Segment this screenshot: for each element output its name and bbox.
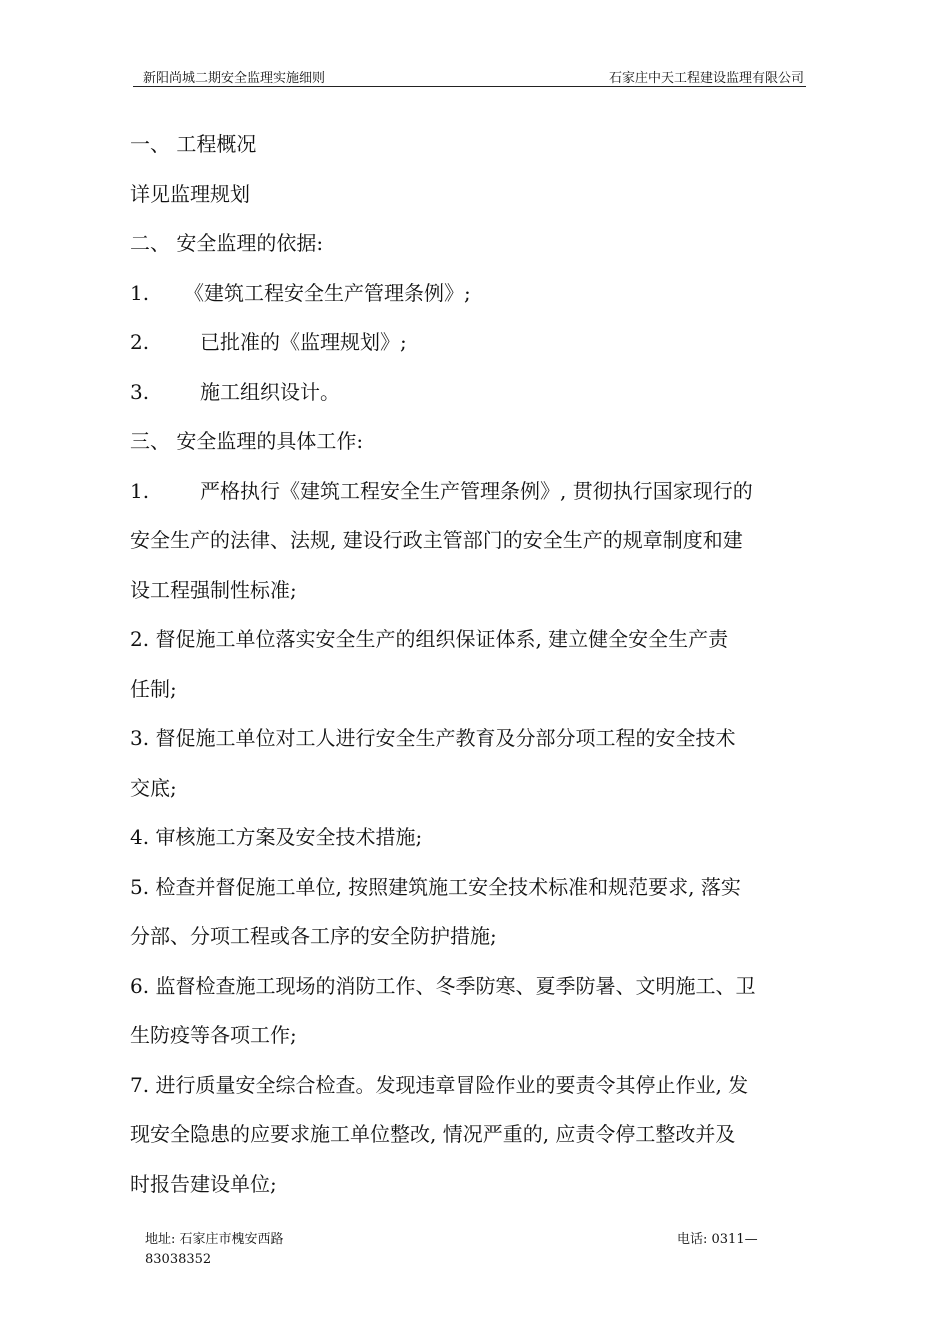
section-1-text: 详见监理规划 [130, 181, 250, 206]
work-item-7: 7. 进行质量安全综合检查。发现违章冒险作业的要责令其停止作业, 发 [130, 1072, 749, 1097]
work-item-5-cont: 分部、分项工程或各工序的安全防护措施; [130, 924, 497, 948]
work-item-2-cont: 任制; [130, 676, 177, 701]
work-item-text: 严格执行《建筑工程安全生产管理条例》, 贯彻执行国家现行的 [200, 478, 753, 503]
footer-address: 地址: 石家庄市槐安西路 [145, 1232, 284, 1247]
work-item-7-cont: 现安全隐患的应要求施工单位整改, 情况严重的, 应责令停工整改并及 [130, 1122, 736, 1146]
work-item-6: 6. 监督检查施工现场的消防工作、冬季防寒、夏季防暑、文明施工、卫 [130, 973, 756, 998]
basis-item-text: 施工组织设计。 [200, 379, 340, 404]
header-document-title: 新阳尚城二期安全监理实施细则 [143, 71, 326, 86]
work-item-4: 4. 审核施工方案及安全技术措施; [130, 825, 423, 849]
basis-item [130, 318, 810, 368]
work-item-3: 3. 督促施工单位对工人进行安全生产教育及分部分项工程的安全技术 [130, 726, 736, 750]
section-2-title: 二、 安全监理的依据: [130, 231, 324, 255]
work-item-2: 2. 督促施工单位落实安全生产的组织保证体系, 建立健全安全生产责 [130, 627, 729, 651]
section-3-title: 三、 安全监理的具体工作: [130, 429, 364, 453]
work-item-number: 1. [130, 478, 150, 503]
header-company-name: 石家庄中天工程建设监理有限公司 [608, 71, 804, 86]
basis-item-number: 1. [130, 280, 150, 305]
basis-item-number: 2. [130, 330, 150, 354]
footer-telephone-number: 83038352 [145, 1252, 212, 1267]
work-item-6-cont: 生防疫等各项工作; [130, 1023, 297, 1047]
document-body [130, 120, 810, 1209]
page-header [133, 66, 806, 87]
work-item-1-cont: 设工程强制性标准; [130, 577, 297, 602]
footer-telephone: 电话: 0311— [677, 1232, 758, 1247]
work-item-7-cont: 时报告建设单位; [130, 1171, 277, 1196]
section-1-title: 一、 工程概况 [130, 132, 257, 156]
work-item-1-cont: 安全生产的法律、法规, 建设行政主管部门的安全生产的规章制度和建 [130, 528, 743, 552]
work-item-5: 5. 检查并督促施工单位, 按照建筑施工安全技术标准和规范要求, 落实 [130, 874, 741, 899]
work-item-3-cont: 交底; [130, 775, 177, 800]
basis-item-number: 3. [130, 379, 150, 404]
basis-item [130, 368, 810, 418]
basis-item [130, 269, 810, 319]
basis-item-text: 已批准的《监理规划》; [200, 330, 407, 354]
work-item-1 [130, 467, 810, 517]
basis-item-text: 《建筑工程安全生产管理条例》; [184, 280, 471, 305]
